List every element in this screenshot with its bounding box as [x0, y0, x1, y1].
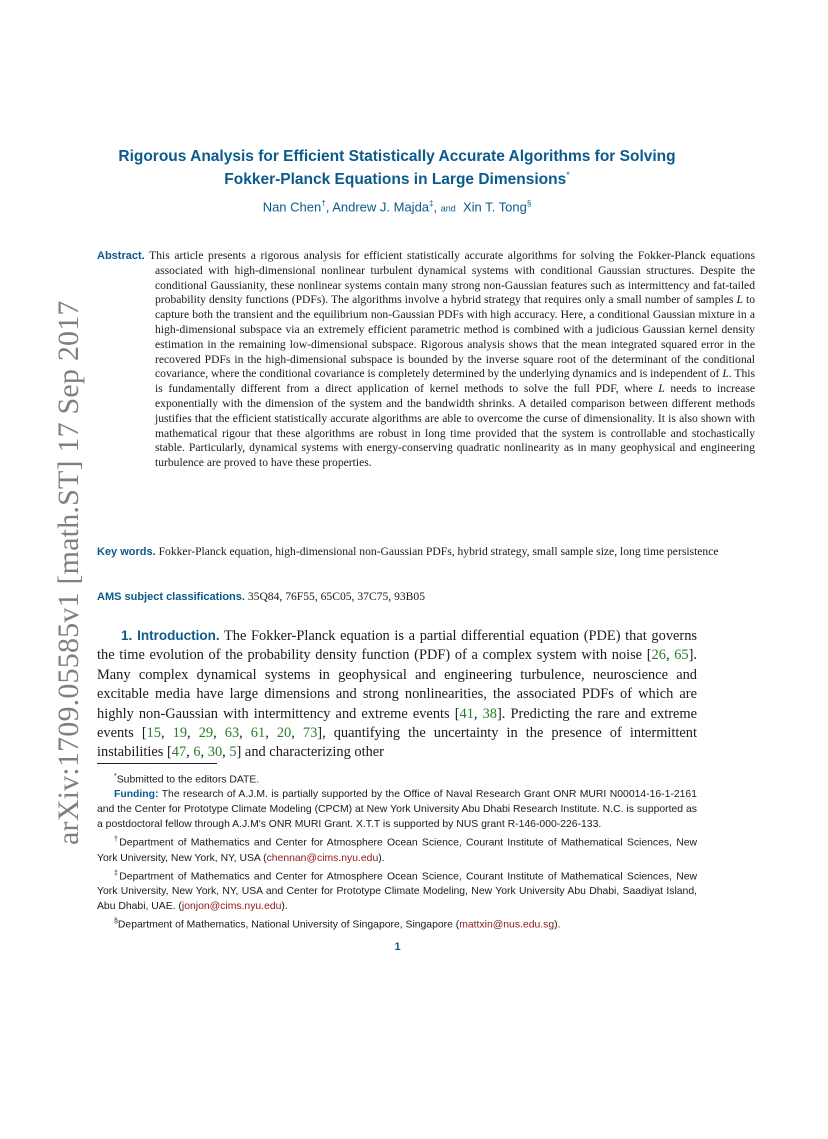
keywords-label: Key words.	[97, 546, 156, 558]
author-separator: ,	[433, 199, 441, 215]
citation-link[interactable]: 47	[171, 744, 187, 761]
abstract	[97, 249, 755, 471]
author-chen-mark: †	[321, 199, 326, 208]
ams-codes: 35Q84, 76F55, 65C05, 37C75, 93B05	[247, 590, 425, 603]
footnote-submitted	[97, 769, 697, 787]
citation-link[interactable]: 73	[302, 725, 318, 742]
page-number: 1	[394, 941, 401, 953]
abstract-label: Abstract.	[97, 250, 145, 262]
citation-link[interactable]: 65	[674, 647, 689, 664]
citation-link[interactable]: 41	[459, 705, 474, 722]
footnote-end: ).	[554, 919, 561, 931]
variable-L: L	[722, 367, 729, 381]
footnote-end: ).	[378, 852, 385, 864]
variable-L: L	[658, 382, 665, 396]
footnotes	[97, 769, 697, 933]
footnote-text: Department of Mathematics and Center for Atmosphere Ocean Science, Courant Institute of Mathematical Sciences, New York University, New York, NY, USA (	[97, 837, 697, 864]
citation-link[interactable]: 5	[229, 744, 237, 761]
footnote-divider	[97, 763, 217, 764]
abstract-text-1: This article presents a rigorous analysis for efficient statistically accurate algorithms for solving the Fokker-Planck equations associated with high-dimensional nonlinear turbulent dynamical systems with conditional Gaussian structures. Despite the conditional Gaussianity, these nonlinear systems contain many strong non-Gaussian features such as intermittency and fat-tailed probability density functions (PDFs). The algorithms involve a hybrid strategy that requires only a small number of samples	[149, 249, 755, 307]
author-tong: Xin T. Tong	[462, 199, 527, 215]
citation-link[interactable]: 6	[193, 744, 201, 761]
citation-link[interactable]: 26	[651, 647, 666, 664]
intro-text-1: The Fokker-Planck equation is a partial differential equation (PDE) that governs the time evolution of the probability density function (PDF) of a complex system with noise [	[97, 628, 697, 664]
citation-link[interactable]: 15	[146, 725, 161, 742]
author-tong-mark: §	[526, 199, 532, 208]
footnote-text: Department of Mathematics, National University of Singapore, Singapore (	[117, 919, 460, 931]
abstract-text-2: to capture both the transient and the equilibrium non-Gaussian PDFs with high accuracy. Here, a conditional Gaussian mixture in a high-dimensional subspace via an extremely efficient parametric method is combined with a judicious Gaussian kernel density estimation in the remaining low-dimensional subspace. Rigorous analysis shows that the mean integrated squared error in the recovered PDFs in the high-dimensional subspace is bounded by the inverse square root of the determinant of the conditional covariance, where the conditional covariance is completely determined by the underlying dynamics and is independent of	[155, 293, 755, 381]
email-link[interactable]: mattxin@nus.edu.sg	[459, 919, 555, 931]
ams-classifications	[97, 590, 697, 605]
keywords-text: Fokker-Planck equation, high-dimensional non-Gaussian PDFs, hybrid strategy, small sample size, long time persistence	[158, 545, 719, 558]
author-and: and	[440, 203, 456, 214]
email-link[interactable]: chennan@cims.nyu.edu	[266, 852, 379, 864]
paper-title	[96, 147, 698, 189]
footnote-text: Submitted to the editors DATE.	[116, 774, 260, 786]
footnote-mark: ‡	[114, 869, 120, 877]
title-footnote-mark: *	[566, 170, 570, 180]
abstract-text-4: needs to increase exponentially with the dimension of the system and the bandwidth shrinks. A detailed comparison between different methods justifies that the efficient statistically accurate algorithms are able to overcome the curse of dimensionality. It is also shown with mathematical rigour that these algorithms are robust in long time provided that the system is controllable and stochastically stable. Particularly, dynamical systems with energy-conserving quadratic nonlinearity as in many geophysical and engineering turbulence are proved to have these properties.	[155, 382, 755, 470]
intro-text-3: ]. Predicting the rare and extreme events [	[97, 705, 697, 742]
funding-label: Funding:	[114, 789, 159, 801]
keywords	[97, 545, 764, 560]
author-list	[96, 199, 698, 214]
citation-link[interactable]: 19	[172, 725, 188, 742]
intro-text-5: ] and characterizing other	[236, 744, 384, 761]
footnote-text: Department of Mathematics and Center for Atmosphere Ocean Science, Courant Institute of Mathematical Sciences, New York University, New York, NY, USA and Center for Prototype Climate Modeling, New York University Abu Dhabi, Saadiyat Island, Abu Dhabi, UAE. (	[97, 871, 697, 913]
footnote-mark: §	[114, 918, 118, 926]
citation-link[interactable]: 30	[207, 744, 223, 761]
footnote-mark: †	[114, 836, 120, 844]
abstract-text-3: . This is fundamentally different from a direct application of kernel methods to solve the full PDF, where	[155, 367, 755, 396]
email-link[interactable]: jonjon@cims.nyu.edu	[181, 901, 282, 913]
author-separator: ,	[325, 199, 333, 215]
introduction-section: 1. Introduction. The Fokker-Planck equation is a partial differential equation (PDE) that governs the time evolution of the probability density function (PDF) of a complex system with noise [26, 65]. Many complex dynamical systems in geophysical and engineering turbulence, neuroscience and excitable media have large dimensions and strong nonlinearities, the associated PDFs of which are highly non-Gaussian with intermittency and extreme events [41, 38]. Predicting the rare and extreme events [15, 19, 29, 63, 61, 20, 73], quantifying the uncertainty in the presence of intermittent instabilities [47, 6, 30, 5] and characterizing other	[97, 628, 697, 761]
footnote-end: ).	[281, 901, 288, 913]
citation-link[interactable]: 20	[276, 725, 292, 742]
citation-link[interactable]: 63	[224, 725, 240, 742]
footnote-majda	[97, 866, 697, 914]
author-chen: Nan Chen	[262, 199, 322, 215]
citation-link[interactable]: 38	[482, 705, 497, 722]
citation-link[interactable]: 29	[198, 725, 214, 742]
funding-text: The research of A.J.M. is partially supported by the Office of Naval Research Grant ONR MURI N00014-16-1-2161 and the Center for Prototype Climate Modeling (CPCM) at New York University Abu Dhabi Research Institute. N.C. is supported as a postdoctoral fellow through A.J.M's ONR MURI Grant. X.T.T is supported by NUS grant R-146-000-226-133.	[97, 789, 697, 831]
introduction-heading: 1. Introduction.	[121, 628, 220, 643]
author-majda: Andrew J. Majda	[332, 199, 430, 215]
author-majda-mark: ‡	[429, 199, 434, 208]
title-line-2: Fokker-Planck Equations in Large Dimensions	[224, 171, 567, 189]
ams-label: AMS subject classifications.	[97, 591, 245, 603]
intro-text-2: ]. Many complex dynamical systems in geophysical and engineering turbulence, neuroscience and excitable media have large dimensions and strong nonlinearities, the associated PDFs of which are highly non-Gaussian with intermittency and extreme events [	[97, 647, 697, 722]
intro-text-4: ], quantifying the uncertainty in the presence of intermittent instabilities [	[97, 725, 697, 761]
title-line-1: Rigorous Analysis for Efficient Statistically Accurate Algorithms for Solving	[118, 148, 676, 165]
footnote-chen	[97, 832, 697, 865]
arxiv-identifier-stamp: arXiv:1709.05585v1 [math.ST] 17 Sep 2017	[52, 300, 85, 845]
variable-L: L	[736, 293, 743, 307]
footnote-mark: *	[114, 773, 117, 780]
footnote-tong	[97, 914, 697, 932]
footnote-funding	[97, 787, 697, 832]
citation-link[interactable]: 61	[250, 725, 266, 742]
